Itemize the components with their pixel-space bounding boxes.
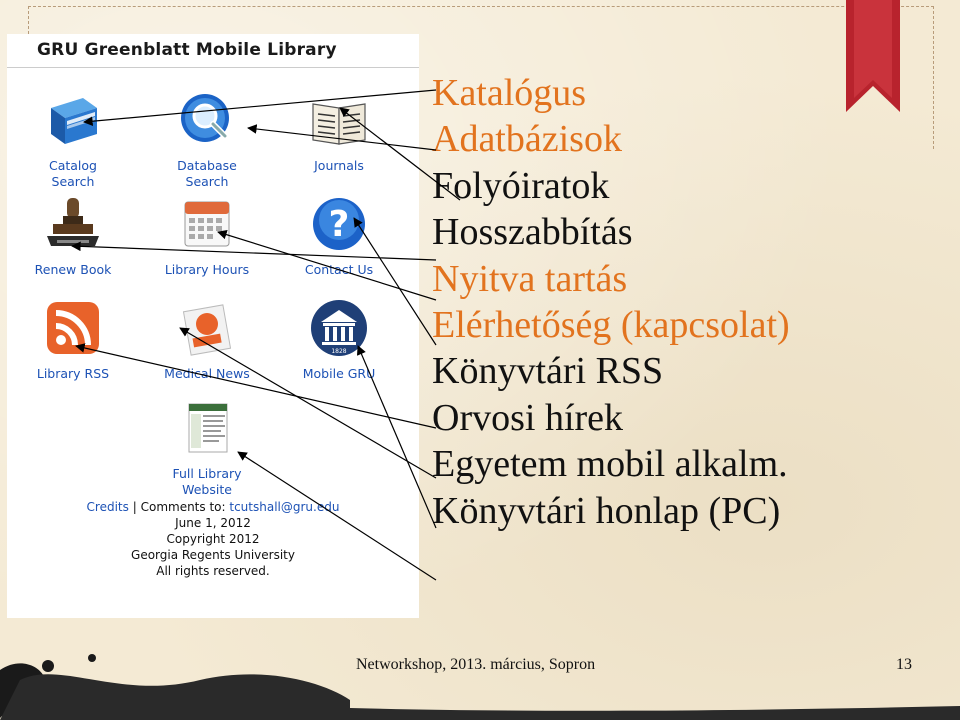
footer-rights: All rights reserved.: [156, 564, 270, 578]
topic-nyitva-tartas: Nyitva tartás: [432, 257, 628, 300]
topic-konyvtari-rss: Könyvtári RSS: [432, 350, 664, 393]
tile-journals[interactable]: [279, 90, 399, 174]
separator: |: [132, 500, 137, 514]
magnifier-globe-icon: [177, 90, 237, 150]
footer-text: Networkshop, 2013. március, Sopron: [356, 656, 596, 673]
tile-label: Journals: [314, 158, 364, 173]
topic-katalogus: Katalógus: [432, 72, 587, 114]
tile-mobile-gru[interactable]: [279, 298, 399, 382]
credits-line: [7, 500, 419, 515]
app-title: GRU Greenblatt Mobile Library: [37, 40, 337, 60]
footer-org: Georgia Regents University: [131, 548, 295, 562]
tile-label: Database Search: [177, 158, 237, 189]
tile-label: Renew Book: [34, 262, 112, 277]
tile-library-rss[interactable]: [13, 298, 133, 382]
tile-database-search[interactable]: [147, 90, 267, 190]
email-link[interactable]: tcutshall@gru.edu: [229, 500, 340, 514]
tile-label: Library Hours: [164, 262, 250, 277]
tile-label: Full Library Website: [172, 466, 242, 497]
title-divider: [7, 67, 419, 68]
topic-egyetem-mobil: Egyetem mobil alkalm.: [432, 443, 788, 486]
footer-date: June 1, 2012: [175, 516, 251, 530]
tile-label: Catalog Search: [48, 158, 97, 189]
rss-icon: [43, 298, 103, 358]
credits-link[interactable]: Credits: [86, 500, 129, 514]
website-icon: [177, 398, 237, 458]
topic-konyvtari-honlap: Könyvtári honlap (PC): [432, 489, 781, 532]
tile-label: Library RSS: [36, 366, 110, 381]
topic-orvosi-hirek: Orvosi hírek: [432, 396, 624, 439]
topic-folyoiratok: Folyóiratok: [432, 164, 610, 207]
question-icon: [309, 194, 369, 254]
building-year: 1828: [331, 348, 347, 355]
topic-adatbazisok: Adatbázisok: [432, 118, 622, 161]
news-icon: [177, 298, 237, 358]
comments-label: Comments to:: [140, 500, 226, 514]
page-number: 13: [896, 656, 912, 673]
tile-library-hours[interactable]: [147, 194, 267, 278]
tile-catalog-search[interactable]: [13, 90, 133, 190]
university-building-icon: [309, 298, 369, 358]
tile-label: Medical News: [164, 366, 250, 381]
footer-copyright: Copyright 2012: [166, 532, 260, 546]
tile-label: Contact Us: [304, 262, 374, 277]
stamp-icon: [43, 194, 103, 254]
tile-medical-news[interactable]: [147, 298, 267, 382]
tile-renew-book[interactable]: [13, 194, 133, 278]
topic-elerhetoseg: Elérhetőség (kapcsolat): [432, 304, 790, 347]
mobile-library-screenshot: [7, 34, 419, 618]
topic-list: [432, 70, 952, 534]
tile-full-library-website[interactable]: [147, 398, 267, 498]
tile-label: Mobile GRU: [302, 366, 376, 381]
svg-text:?: ?: [328, 204, 350, 245]
footer-ornament: [0, 640, 960, 720]
book-icon: [43, 90, 103, 150]
calendar-icon: [177, 194, 237, 254]
open-book-icon: [309, 90, 369, 150]
topic-hosszabbitas: Hosszabbítás: [432, 211, 633, 254]
tile-contact-us[interactable]: [279, 194, 399, 278]
